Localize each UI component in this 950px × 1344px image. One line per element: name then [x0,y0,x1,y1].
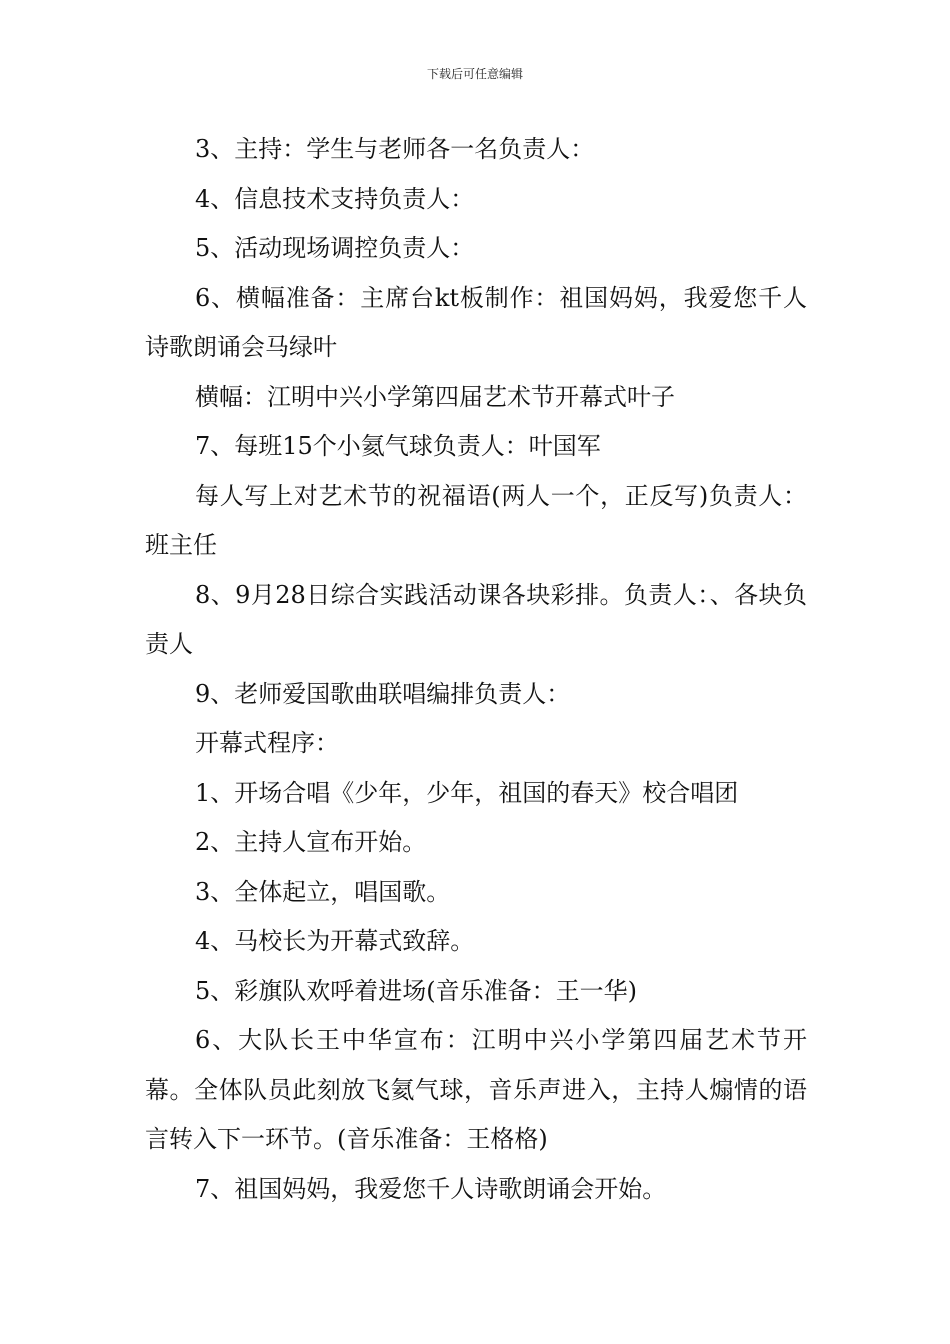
paragraph: 6、横幅准备：主席台kt板制作：祖国妈妈，我爱您千人诗歌朗诵会马绿叶 [145,283,807,361]
paragraph: 每人写上对艺术节的祝福语(两人一个，正反写)负责人：班主任 [145,481,807,559]
paragraph: 开幕式程序： [195,729,339,757]
paragraph: 5、彩旗队欢呼着进场(音乐准备：王一华) [195,976,637,1005]
paragraph: 4、信息技术支持负责人： [195,184,475,213]
paragraph: 8、9月28日综合实践活动课各块彩排。负责人：、各块负责人 [145,580,807,658]
paragraph: 5、活动现场调控负责人： [195,234,475,262]
paragraph: 3、全体起立，唱国歌。 [195,877,451,906]
paragraph: 横幅：江明中兴小学第四届艺术节开幕式叶子 [195,382,675,411]
paragraph: 2、主持人宣布开始。 [195,828,427,856]
paragraph: 6、大队长王中华宣布：江明中兴小学第四届艺术节开幕。全体队员此刻放飞氦气球，音乐声进入，主持人煽情的语言转入下一环节。(音乐准备：王格格) [145,1026,807,1153]
paragraph: 3、主持：学生与老师各一名负责人： [195,135,595,163]
paragraph: 1、开场合唱《少年，少年，祖国的春天》校合唱团 [195,778,739,807]
paragraph: 4、马校长为开幕式致辞。 [195,927,475,955]
paragraph: 7、每班15个小氦气球负责人：叶国军 [195,432,601,460]
paragraph: 7、祖国妈妈，我爱您千人诗歌朗诵会开始。 [195,1174,667,1203]
page-header-note: 下载后可任意编辑 [426,67,523,81]
paragraph: 9、老师爱国歌曲联唱编排负责人： [195,679,571,708]
document-body [145,125,807,1214]
